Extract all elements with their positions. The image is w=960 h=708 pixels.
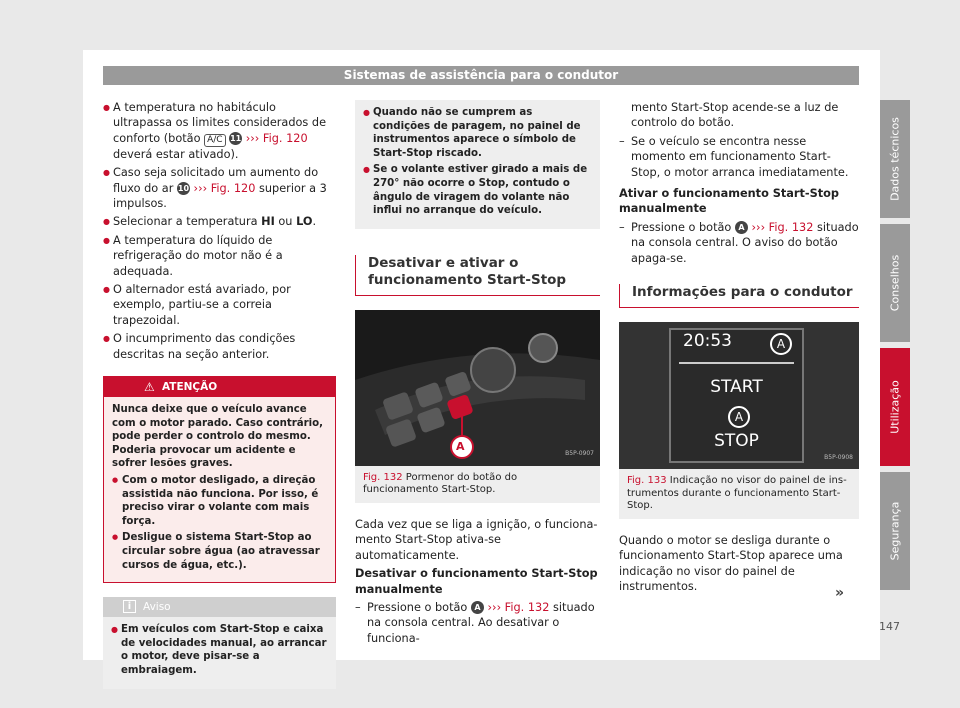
list-item: ● Desligue o sistema Start-Stop ao circular sobre água (ao atravessar cursos de água, etc.). (112, 531, 327, 572)
figure-caption: Fig. 133 Indicação no visor do painel de instrumentos durante o funcionamento Start-Stop. (619, 469, 859, 519)
list-item: ● A temperatura no habitáculo ultrapassa os limites considerados de conforto (botão A/C 11 ››› Fig. 120 deverá estar ativado). (103, 100, 336, 162)
instrument-display (669, 328, 804, 463)
list-item: ● Em veículos com Start-Stop e caixa de velocidades manual, ao arrancar o motor, deve pisar-se a embraiagem. (111, 623, 328, 677)
list-item: ● O incumprimento das condições descritas na seção anterior. (103, 331, 336, 362)
column-1 (103, 100, 336, 689)
column-2 (355, 100, 600, 649)
figure-133 (619, 322, 859, 469)
page-header: Sistemas de assistência para o condutor (103, 66, 859, 85)
warning-box (103, 376, 336, 583)
paragraph: Cada vez que se liga a ignição, o funcionamento Start-Stop ativa-se automaticamente. (355, 517, 598, 562)
note-body (103, 617, 336, 688)
column-3 (619, 100, 859, 597)
continued-note-box (355, 100, 600, 229)
console-buttons-illustration (355, 310, 600, 466)
list-item: ● Quando não se cumprem as condições de paragem, no painel de instrumentos aparece o símbolo de Start-Stop riscado. (363, 106, 592, 160)
callout-a: A (471, 601, 484, 614)
tab-utilizacao[interactable]: Utilização (880, 348, 910, 466)
section-title: Informações para o condutor (619, 284, 859, 308)
figure-link[interactable]: ››› Fig. 132 (747, 220, 814, 234)
warning-triangle-icon: ⚠ (144, 380, 155, 395)
figure-caption: Fig. 132 Pormenor do botão do funcionamento Start-Stop. (355, 466, 600, 503)
divider (679, 362, 794, 364)
callout-11: 11 (230, 134, 242, 144)
display-time: 20:53 (683, 331, 732, 352)
start-stop-symbol-icon: A (770, 333, 792, 355)
list-item: ● Caso seja solicitado um aumento do fluxo do ar 10 ››› Fig. 120 superior a 3 impulsos. (103, 165, 336, 211)
callout-a: A (735, 221, 748, 234)
paragraph-continued: mento Start-Stop acende-se a luz de controlo do botão. (631, 101, 839, 130)
display-start: START (710, 377, 763, 398)
section-title: Desativar e ativar o funcionamento Start-Stop (355, 255, 600, 296)
list-item: ● O alternador está avariado, por exemplo, partiu-se a correia trapezoidal. (103, 282, 336, 328)
figure-132 (355, 310, 600, 466)
list-item: ● Selecionar a temperatura HI ou LO. (103, 214, 336, 229)
figure-code: B5P-0907 (565, 450, 594, 458)
tab-dados-tecnicos[interactable]: Dados técnicos (880, 100, 910, 218)
paragraph: Quando o motor se desliga durante o funcionamento Start-Stop aparece uma indicação no visor do painel de instrumentos. (619, 533, 843, 594)
note-header: i Aviso (103, 597, 336, 617)
figure-link[interactable]: ››› Fig. 120 (245, 131, 308, 145)
list-item: ● Com o motor desligado, a direção assistida não funciona. Por isso, é preciso virar o volante com mais força. (112, 474, 327, 528)
tab-conselhos[interactable]: Conselhos (880, 224, 910, 342)
tab-seguranca[interactable]: Segurança (880, 472, 910, 590)
info-icon: i (123, 600, 136, 613)
warning-header: ⚠ ATENÇÃO (104, 377, 335, 397)
ac-key-label: A/C (204, 134, 225, 147)
figure-code: B5P-0908 (824, 453, 853, 461)
subheading: Ativar o funcionamento Start-Stop manualmente (619, 187, 839, 216)
list-item: – Pressione o botão A ››› Fig. 132 situado na consola central. Ao desativar o funciona- (355, 600, 600, 646)
display-stop: STOP (714, 431, 759, 452)
warning-body: Nunca deixe que o veículo avance com o motor parado. Caso contrário, pode perder o controlo do mesmo. Poderia provocar um acidente e sofrer lesões graves. ● Com o motor desligado, a direção assistida não funciona. Por isso, é preciso virar o volante com mais força. ● Desligue o sistema Start-Stop ao circular sobre água (ao atravessar cursos de água, etc.). (104, 397, 335, 582)
callout-10: 10 (177, 184, 190, 194)
start-stop-symbol-icon: A (728, 406, 750, 428)
list-item: – Se o veículo se encontra nesse momento em funcionamento Start-Stop, o motor arranca imediatamente. (619, 134, 859, 180)
figure-link[interactable]: ››› Fig. 132 (483, 600, 550, 614)
callout-a: A (456, 439, 465, 453)
subheading: Desativar o funcionamento Start-Stop manualmente (355, 567, 598, 596)
page-number: 147 (879, 620, 900, 633)
list-item: ● A temperatura do líquido de refrigeração do motor não é a adequada. (103, 233, 336, 279)
list-item: – Pressione o botão A ››› Fig. 132 situado na consola central. O aviso do botão apaga-se. (619, 220, 859, 266)
continue-arrow-icon: » (835, 585, 845, 601)
list-item: ● Se o volante estiver girado a mais de 270° não ocorre o Stop, contudo o ângulo de viragem do volante não influi no arranque do veículo. (363, 163, 592, 217)
note-box (103, 597, 336, 688)
figure-link[interactable]: ››› Fig. 120 (193, 181, 256, 195)
